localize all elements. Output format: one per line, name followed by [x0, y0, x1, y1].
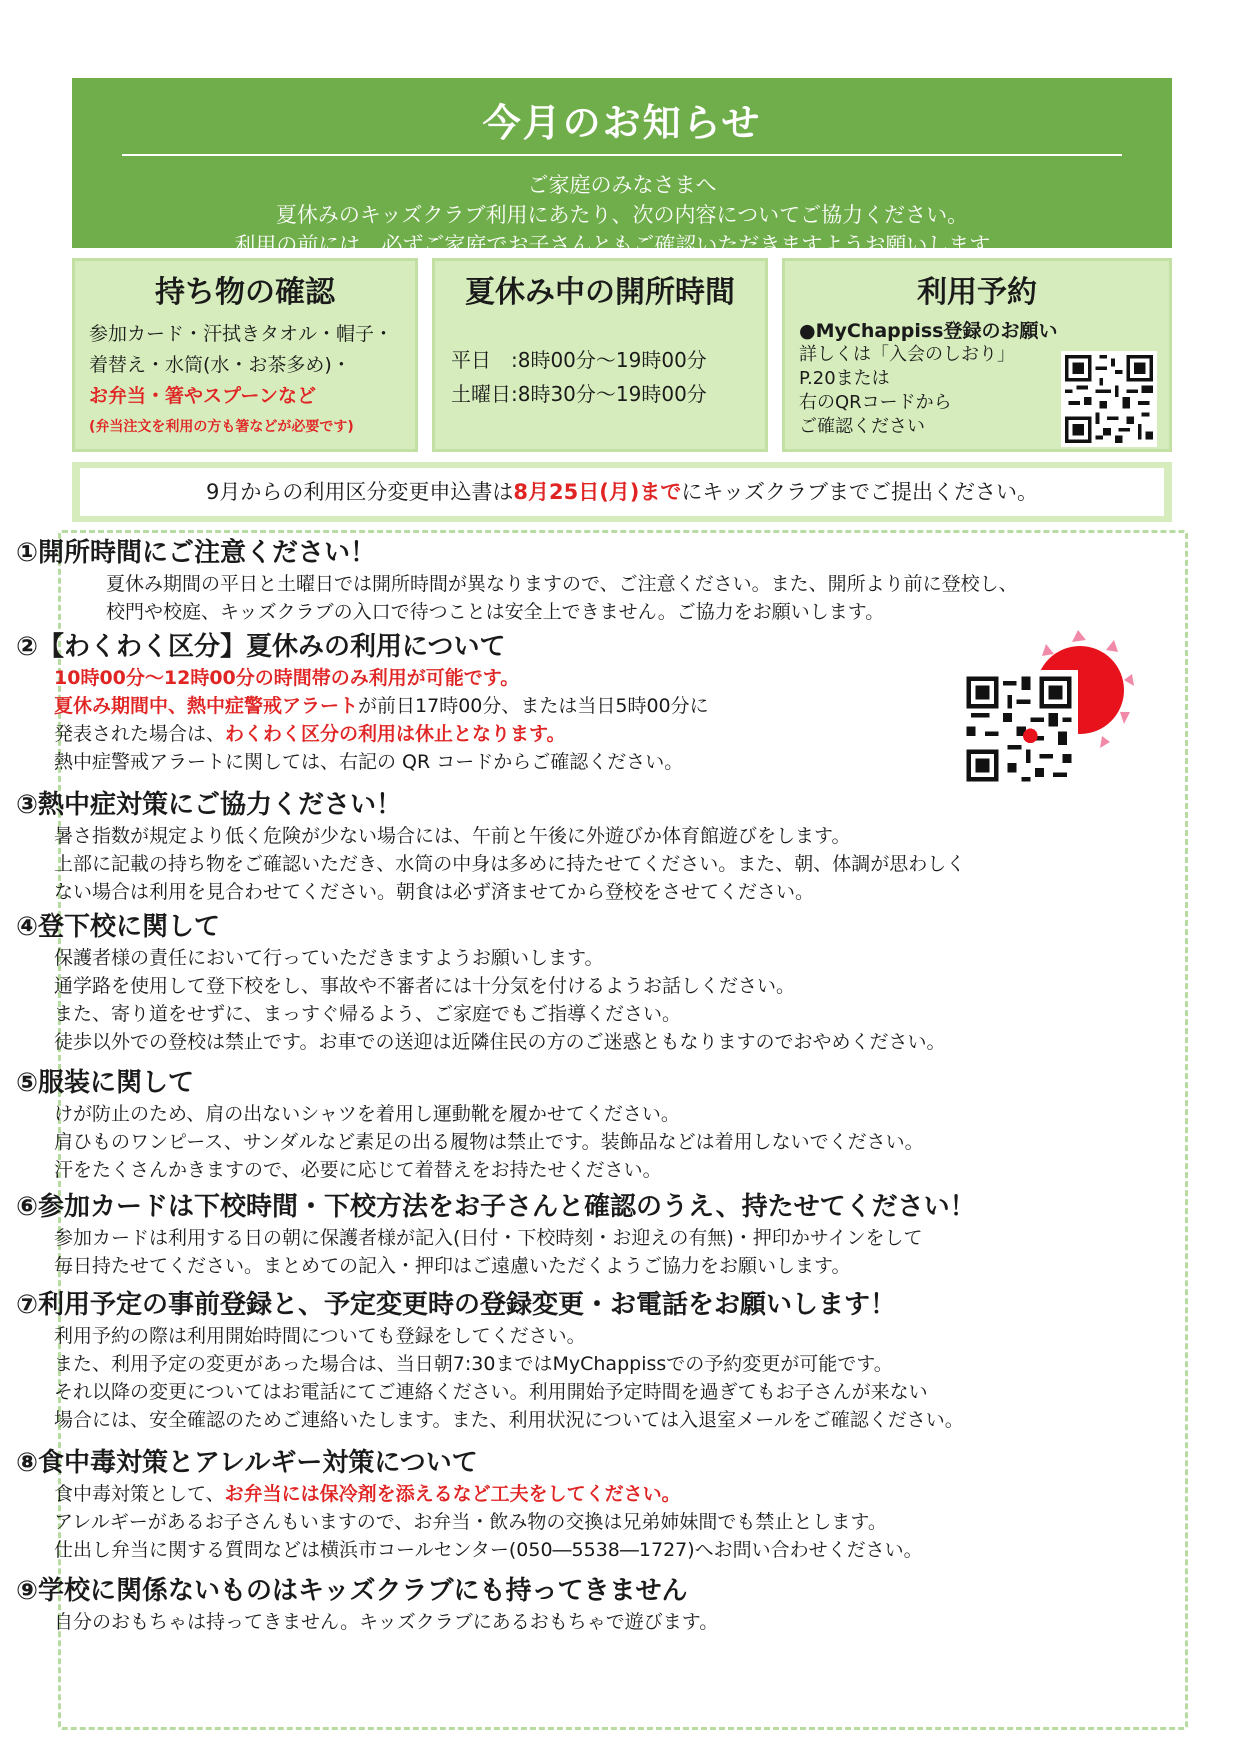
body-line: 利用予約の際は利用開始時間についても登録をしてください。 [54, 1325, 586, 1347]
hours-box [432, 258, 768, 452]
section-hours-caution [16, 536, 1231, 570]
section-toys [16, 1574, 1231, 1636]
reservation-lead: ●MyChappiss登録のお願い [799, 320, 1058, 342]
reservation-line-2: P.20または [799, 368, 890, 389]
body-line: 通学路を使用して登下校をし、事故や不審者には十分気を付けるようお話しください。 [54, 975, 796, 997]
body-line: けが防止のため、肩の出ないシャツを着用し運動靴を履かせてください。 [54, 1103, 680, 1125]
body-line: 場合には、安全確認のためご連絡いたします。また、利用状況については入退室メールをご確認ください。 [54, 1409, 964, 1431]
belongings-line-1: 参加カード・汗拭きタオル・帽子・ [89, 323, 394, 345]
body-line: それ以降の変更についてはお電話にてご連絡ください。利用開始予定時間を過ぎてもお子さんが来ない [54, 1381, 928, 1403]
body-line: 保護者様の責任において行っていただきますようお願いします。 [54, 947, 604, 969]
body-line: また、寄り道をせずに、まっすぐ帰るよう、ご家庭でもご指導ください。 [54, 1003, 682, 1025]
mychappiss-qr-code-icon[interactable] [1061, 351, 1157, 447]
body-line: 10時00分〜12時00分の時間帯のみ利用が可能です。 [54, 667, 520, 689]
notice-deadline: 8月25日(月)まで [513, 480, 682, 504]
section-body [74, 570, 1231, 626]
header-greeting: ご家庭のみなさまへ [527, 173, 717, 197]
section-title: ⑨学校に関係ないものはキッズクラブにも持ってきません [16, 1576, 688, 1606]
deadline-notice-frame [72, 462, 1172, 522]
body-line: 熱中症警戒アラートに関しては、右記の QR コードからご確認ください。 [54, 751, 684, 773]
body-line: 夏休み期間の平日と土曜日では開所時間が異なりますので、ご注意ください。また、開所より前に登校し、 [106, 573, 1018, 595]
reservation-line-1: 詳しくは「入会のしおり」 [799, 344, 1015, 365]
reservation-title: 利用予約 [917, 275, 1037, 310]
section-title: ①開所時間にご注意ください！ [16, 538, 377, 568]
section-title: ⑧食中毒対策とアレルギー対策について [16, 1448, 478, 1478]
body-line [54, 1480, 1231, 1508]
weekday-hours: 平日 :8時00分〜19時00分 [451, 348, 707, 372]
body-line: 汗をたくさんかきますので、必要に応じて着替えをお持たせください。 [54, 1159, 662, 1181]
hours-title: 夏休み中の開所時間 [465, 275, 735, 310]
section-title: ⑦利用予定の事前登録と、予定変更時の登録変更・お電話をお願いします！ [16, 1290, 897, 1320]
body-line: 徒歩以外での登校は禁止です。お車での送迎は近隣住民の方のご迷惑ともなりますのでおやめください。 [54, 1031, 946, 1053]
body-line: また、利用予定の変更があった場合は、当日朝7:30まではMyChappissでの予約変更が可能です。 [54, 1353, 893, 1375]
belongings-line-3: お弁当・箸やスプーンなど [89, 385, 317, 407]
header-message-1: 夏休みのキッズクラブ利用にあたり、次の内容についてご協力ください。 [275, 203, 969, 227]
body-line: 上部に記載の持ち物をご確認いただき、水筒の中身は多めに持たせてください。また、朝、体調が思わしく [54, 853, 966, 875]
belongings-title: 持ち物の確認 [155, 275, 335, 310]
notice-text-before: 9月からの利用区分変更申込書は [206, 480, 514, 504]
reservation-line-4: ご確認ください [799, 416, 925, 437]
alert-timing: が前日17時00分、または当日5時00分に [358, 695, 709, 717]
notice-text-after: にキッズクラブまでご提出ください。 [681, 480, 1038, 504]
belongings-list [89, 319, 415, 443]
alert-condition: 発表された場合は、 [54, 723, 226, 745]
deadline-notice [80, 468, 1164, 516]
section-heatstroke [16, 788, 1231, 906]
body-line: 暑さ指数が規定より低く危険が少ない場合には、午前と午後に外遊びか体育館遊びをします。 [54, 825, 851, 847]
announcement-header [72, 78, 1172, 257]
section-title: ⑤服装に関して [16, 1068, 195, 1098]
body-line: 毎日持たせてください。まとめての記入・押印はご遠慮いただくようご協力をお願いします。 [54, 1255, 851, 1277]
alert-result: わくわく区分の利用は休止となります。 [225, 723, 566, 745]
section-title: ②【わくわく区分】夏休みの利用について [16, 632, 506, 662]
body-line: 肩ひものワンピース、サンダルなど素足の出る履物は禁止です。装飾品などは着用しないでください。 [54, 1131, 924, 1153]
belongings-note: (弁当注文を利用の方も箸などが必要です) [89, 419, 354, 435]
belongings-line-2: 着替え・水筒(水・お茶多め)・ [89, 354, 351, 376]
section-commute [16, 910, 1231, 1056]
body-line: 自分のおもちゃは持ってきません。キッズクラブにあるおもちゃで遊びます。 [54, 1611, 719, 1633]
body-line: ない場合は利用を見合わせてください。朝食は必ず済ませてから登校をさせてください。 [54, 881, 815, 903]
body-line: 参加カードは利用する日の朝に保護者様が記入(日付・下校時刻・お迎えの有無)・押印かサインをして [54, 1227, 923, 1249]
saturday-hours: 土曜日:8時30分〜19時00分 [451, 382, 707, 406]
heat-alert-qr-code-icon[interactable] [960, 670, 1078, 788]
reservation-line-3: 右のQRコードから [799, 392, 952, 413]
section-registration [16, 1288, 1231, 1434]
section-title: ④登下校に関して [16, 912, 221, 942]
body-line: 仕出し弁当に関する質問などは横浜市コールセンター(050―5538―1727)へお問い合わせください。 [54, 1539, 923, 1561]
section-food-safety [16, 1446, 1231, 1564]
header-message-2: 利用の前には、必ずご家庭でお子さんともご確認いただきますようお願いします。 [234, 233, 1010, 257]
section-participation-card [16, 1190, 1231, 1280]
section-title: ⑥参加カードは下校時間・下校方法をお子さんと確認のうえ、持たせてください！ [16, 1192, 976, 1222]
section-title: ③熱中症対策にご協力ください！ [16, 790, 403, 820]
body-line: 校門や校庭、キッズクラブの入口で待つことは安全上できません。ご協力をお願いします。 [106, 601, 885, 623]
header-divider [122, 154, 1122, 156]
food-lead: 食中毒対策として、 [54, 1483, 225, 1505]
body-line: アレルギーがあるお子さんもいますので、お弁当・飲み物の交換は兄弟姉妹間でも禁止とします。 [54, 1511, 887, 1533]
food-highlight: お弁当には保冷剤を添えるなど工夫をしてください。 [224, 1483, 681, 1505]
section-clothing [16, 1066, 1231, 1184]
belongings-box [72, 258, 418, 452]
reservation-text [799, 319, 1058, 439]
hours-list [451, 343, 765, 411]
alert-name: 夏休み期間中、熱中症警戒アラート [54, 695, 359, 717]
reservation-box [782, 258, 1172, 452]
page-title: 今月のお知らせ [482, 101, 762, 145]
